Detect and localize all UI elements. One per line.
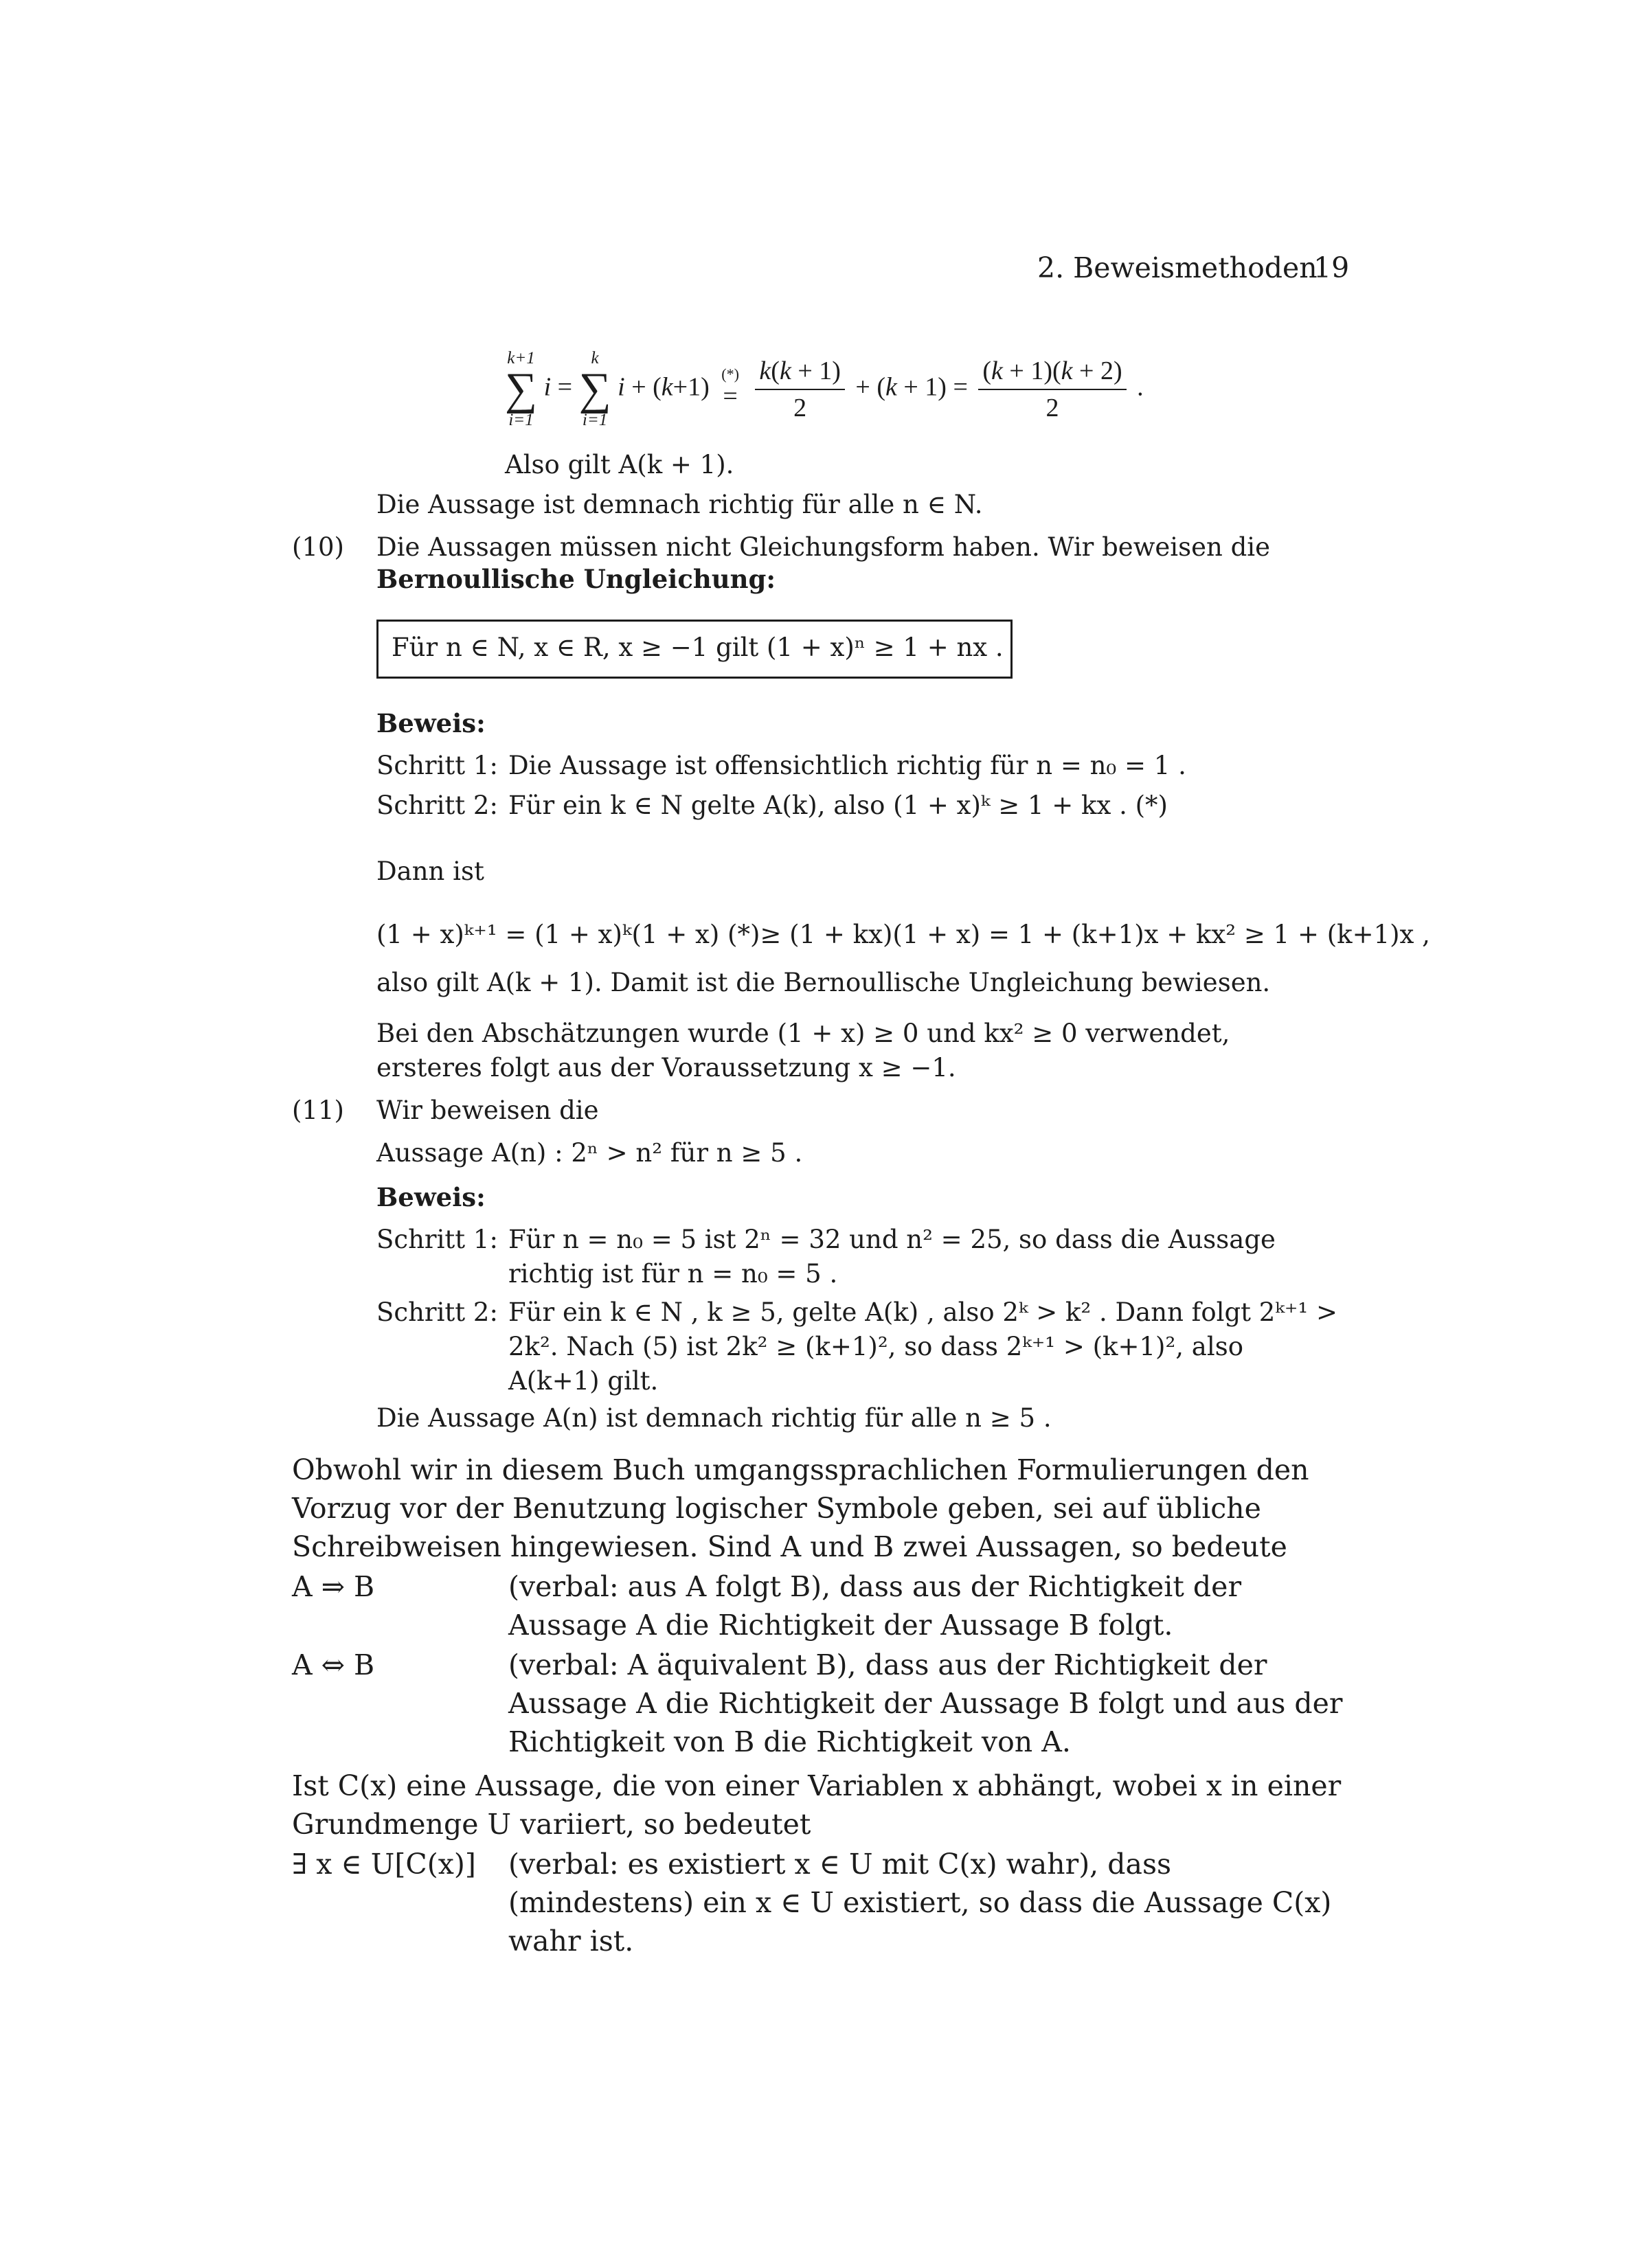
item-11-aussage: Aussage A(n) : 2ⁿ > n² für n ≥ 5 . <box>376 1138 803 1168</box>
item-11-schritt2-text: Für ein k ∈ N , k ≥ 5, gelte A(k) , also 2ᵏ > k² . Dann folgt 2ᵏ⁺¹ > 2k². Nach (5) ist 2k² ≥ (k+1)², so dass 2ᵏ⁺¹ > (k+1)², also A(k+1) gilt. <box>508 1297 1337 1396</box>
item-11-schritt1-text: Für n = n₀ = 5 ist 2ⁿ = 32 und n² = 25, so dass die Aussage richtig ist für n = n₀ = 5 . <box>508 1225 1276 1289</box>
item-10-number: (10) <box>292 532 344 562</box>
also-gilt-ak1: Also gilt A(k + 1). <box>505 450 734 479</box>
paragraph-symbols-intro: Obwohl wir in diesem Buch umgangssprachlichen Formulierungen den Vorzug vor der Benutzung logischer Symbole geben, sei auf übliche Schreibweisen hingewiesen. Sind A und B zwei Aussagen, so bedeute <box>292 1453 1309 1563</box>
sum-equation: k+1 ∑ i=1 i = k ∑ i=1 i + (k+1) (*) = $\frac{k(k + 1)}{2}$ + (k + 1) = $\frac{(k + 1)(k + 2)}{2}$ . <box>505 349 1144 429</box>
paragraph-variable-intro: Ist C(x) eine Aussage, die von einer Variablen x abhängt, wobei x in einer Grundmenge U variiert, so bedeutet <box>292 1769 1342 1841</box>
aussage-richtig-alle-n: Die Aussage ist demnach richtig für alle n ∈ N. <box>376 490 983 519</box>
item-10-title: Bernoullische Ungleichung: <box>376 564 776 594</box>
item-10-schritt1-label: Schritt 1: <box>376 751 498 780</box>
item-10-chain: (1 + x)ᵏ⁺¹ = (1 + x)ᵏ(1 + x) (*)≥ (1 + kx)(1 + x) = 1 + (k+1)x + kx² ≥ 1 + (k+1)x , <box>376 920 1430 949</box>
def-implies-term: A ⇒ B <box>292 1570 375 1603</box>
def-exists-term: ∃ x ∈ U[C(x)] <box>292 1848 476 1881</box>
item-10-schritt2-label: Schritt 2: <box>376 791 498 820</box>
item-10-beweis: Beweis: <box>376 708 486 738</box>
item-10-conclusion: also gilt A(k + 1). Damit ist die Bernoullische Ungleichung bewiesen. <box>376 968 1271 997</box>
chapter-title: 2. Beweismethoden <box>1037 251 1318 284</box>
item-10-schritt2-text: Für ein k ∈ N gelte A(k), also (1 + x)ᵏ ≥ 1 + kx . (*) <box>508 791 1168 820</box>
running-header <box>1037 249 1318 287</box>
def-exists-desc: (verbal: es existiert x ∈ U mit C(x) wahr), dass (mindestens) ein x ∈ U existiert, so dass die Aussage C(x) wahr ist. <box>508 1848 1332 1958</box>
item-11-conclusion: Die Aussage A(n) ist demnach richtig für alle n ≥ 5 . <box>376 1403 1052 1433</box>
item-10-remark: Bei den Abschätzungen wurde (1 + x) ≥ 0 und kx² ≥ 0 verwendet, ersteres folgt aus der Voraussetzung x ≥ −1. <box>376 1019 1230 1082</box>
def-equivalent-desc: (verbal: A äquivalent B), dass aus der Richtigkeit der Aussage A die Richtigkeit der Aussage B folgt und aus der Richtigkeit von B die Richtigkeit von A. <box>508 1648 1343 1758</box>
bernoulli-box-text: Für n ∈ N, x ∈ R, x ≥ −1 gilt (1 + x)ⁿ ≥ 1 + nx . <box>392 633 1004 662</box>
def-implies-desc: (verbal: aus A folgt B), dass aus der Richtigkeit der Aussage A die Richtigkeit der Aussage B folgt. <box>508 1570 1242 1642</box>
item-11-beweis: Beweis: <box>376 1182 486 1212</box>
item-11-schritt2-label: Schritt 2: <box>376 1297 498 1327</box>
item-10-schritt1-text: Die Aussage ist offensichtlich richtig für n = n₀ = 1 . <box>508 751 1186 780</box>
item-11-schritt1-label: Schritt 1: <box>376 1225 498 1254</box>
item-10-dann-ist: Dann ist <box>376 857 484 886</box>
item-10-intro: Die Aussagen müssen nicht Gleichungsform haben. Wir beweisen die <box>376 532 1270 562</box>
item-11-intro: Wir beweisen die <box>376 1096 599 1125</box>
page-number: 19 <box>1313 251 1350 284</box>
def-equivalent-term: A ⇔ B <box>292 1648 375 1681</box>
item-11-number: (11) <box>292 1096 344 1125</box>
